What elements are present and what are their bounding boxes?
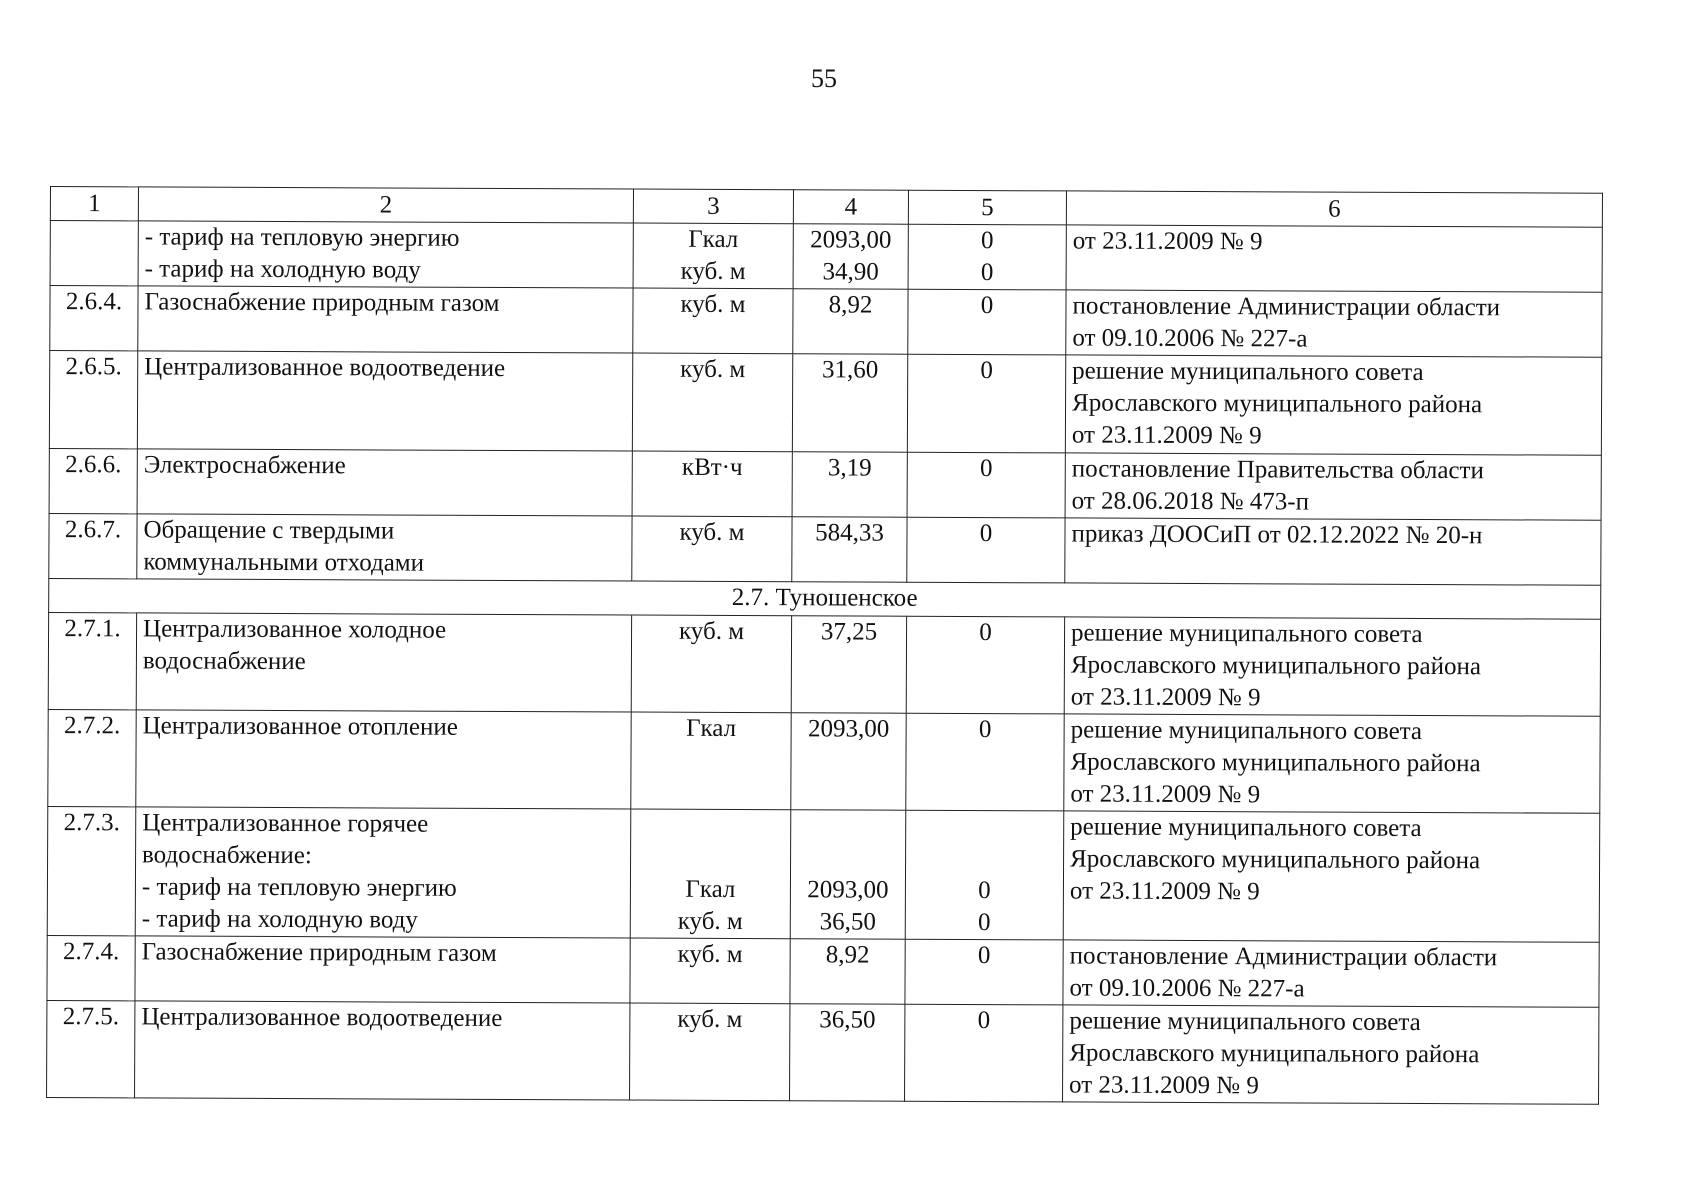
table-row (50, 286, 1602, 358)
service-name-line: водоснабжение (142, 647, 306, 676)
tariff-value-line: 31,60 (822, 356, 879, 384)
table-row (49, 448, 1601, 520)
unit-of-measure-line: Гкал (685, 875, 736, 903)
legal-basis-line: от 23.11.2009 № 9 (1070, 780, 1261, 809)
legal-basis-line: от 09.10.2006 № 227-а (1069, 974, 1305, 1003)
service-name (138, 221, 633, 288)
tariff-value-line: 36,50 (819, 908, 876, 936)
section-title: 2.7. Туношенское (49, 578, 1601, 619)
service-name-line: Газоснабжение природным газом (141, 938, 497, 967)
column-5-value-line: 0 (977, 1007, 991, 1035)
legal-basis (1065, 453, 1601, 520)
tariff-value-line: 2093,00 (810, 226, 892, 254)
column-5-value-line: 0 (980, 259, 994, 287)
service-name (137, 514, 632, 581)
tariff-value (792, 354, 907, 453)
service-name-line: водоснабжение: (142, 841, 312, 870)
tariff-value (793, 224, 908, 290)
unit-of-measure-line: куб. м (680, 257, 746, 286)
service-name-line: Централизованное горячее (142, 809, 429, 838)
legal-basis-line: приказ ДООСиП от 02.12.2022 № 20-н (1071, 520, 1483, 550)
tariff-value (790, 939, 905, 1005)
column-5-value-line: 0 (980, 357, 994, 385)
column-number-4: 4 (793, 190, 908, 225)
page-number: 55 (811, 64, 837, 93)
tariff-value-line: 36,50 (819, 1006, 876, 1034)
service-name-line: Централизованное водоотведение (144, 353, 506, 382)
legal-basis-line: от 23.11.2009 № 9 (1069, 1071, 1259, 1100)
service-name (135, 807, 631, 938)
legal-basis-line: от 23.11.2009 № 9 (1071, 421, 1262, 450)
service-name-line: Централизованное водоотведение (141, 1003, 503, 1032)
service-name (135, 936, 630, 1003)
row-number: 2.6.4. (50, 286, 138, 351)
table-row (47, 935, 1599, 1007)
column-5-value (907, 354, 1065, 453)
service-name-line: Обращение с твердыми (143, 516, 395, 545)
tariff-value (792, 517, 907, 583)
tariff-value (791, 713, 906, 811)
service-name (138, 286, 633, 353)
unit-of-measure-line: кВт·ч (681, 453, 743, 482)
service-name-line: Централизованное холодное (143, 615, 447, 644)
service-name-line: Газоснабжение природным газом (144, 288, 500, 317)
legal-basis-line: постановление Правительства области (1071, 455, 1484, 485)
tariff-value-line: 8,92 (825, 941, 870, 969)
tariff-value-line: 34,90 (822, 258, 879, 286)
row-number: 2.6.5. (49, 351, 137, 449)
legal-basis-line: Ярославского муниципального района (1070, 845, 1481, 875)
legal-basis (1063, 940, 1599, 1007)
legal-basis-line: постановление Администрации области (1072, 292, 1501, 322)
column-5-value (905, 939, 1063, 1005)
table-row (49, 513, 1601, 585)
column-5-value-line: 0 (978, 877, 991, 905)
legal-basis (1063, 1005, 1599, 1104)
legal-basis-line: от 23.11.2009 № 9 (1072, 227, 1263, 256)
tariff-value (790, 1004, 905, 1102)
legal-basis (1065, 518, 1601, 585)
legal-basis-line: Ярославского муниципального района (1070, 748, 1481, 778)
legal-basis-line: Ярославского муниципального района (1069, 1039, 1480, 1069)
column-5-value (905, 1004, 1063, 1102)
row-number: 2.7.5. (47, 1000, 135, 1097)
legal-basis-line: от 09.10.2006 № 227-а (1072, 324, 1308, 353)
table-row (49, 351, 1601, 456)
table-row (47, 1000, 1599, 1104)
tariff-table-body (47, 187, 1603, 1105)
service-name (135, 1001, 630, 1100)
column-5-value-line: 0 (977, 942, 991, 970)
legal-basis (1064, 714, 1600, 813)
tariff-value-line: 2093,00 (807, 715, 890, 743)
unit-of-measure (632, 451, 792, 517)
column-5-value (908, 224, 1066, 290)
tariff-value-line: 584,33 (815, 519, 884, 547)
service-name-line: Централизованное отопление (142, 712, 458, 741)
table-row (50, 221, 1602, 293)
service-name (136, 613, 631, 712)
tariff-value-line: 8,92 (828, 291, 873, 319)
legal-basis (1066, 290, 1602, 357)
column-5-value-line: 0 (980, 292, 994, 320)
table-row (48, 709, 1600, 813)
service-name-line: коммунальными отходами (143, 548, 425, 577)
column-5-value (905, 810, 1064, 940)
unit-of-measure-line: Гкал (686, 714, 737, 742)
unit-of-measure-line: куб. м (678, 617, 745, 646)
legal-basis-line: решение муниципального совета (1070, 716, 1423, 745)
unit-of-measure (632, 353, 792, 452)
tariff-value (792, 452, 907, 518)
unit-of-measure (630, 1003, 790, 1101)
row-number: 2.6.6. (49, 448, 137, 513)
unit-of-measure (631, 712, 791, 810)
legal-basis-line: решение муниципального совета (1071, 619, 1423, 648)
table-row (48, 612, 1600, 716)
legal-basis-line: от 23.11.2009 № 9 (1069, 877, 1260, 906)
column-5-value (908, 289, 1066, 355)
column-5-value-line: 0 (977, 909, 991, 937)
unit-of-measure-line: куб. м (677, 1005, 743, 1034)
unit-of-measure (633, 223, 793, 289)
legal-basis-line: постановление Администрации области (1069, 942, 1498, 972)
column-number-5: 5 (908, 190, 1066, 225)
column-5-value (907, 517, 1065, 583)
unit-of-measure (630, 809, 791, 939)
service-name-line: - тариф на холодную воду (144, 255, 421, 284)
unit-of-measure (633, 288, 793, 354)
service-name (136, 710, 631, 809)
legal-basis-line: решение муниципального совета (1072, 357, 1424, 386)
service-name-line: - тариф на холодную воду (141, 905, 418, 934)
column-5-value-line: 0 (978, 716, 992, 744)
unit-of-measure-line: Гкал (688, 225, 739, 254)
service-name (137, 351, 632, 451)
unit-of-measure-line: куб. м (677, 907, 743, 936)
row-number: 2.7.4. (47, 935, 135, 1000)
row-number (50, 221, 138, 286)
column-5-value (906, 616, 1064, 714)
unit-of-measure-line: куб. м (680, 290, 746, 319)
service-name-line: - тариф на тепловую энергию (141, 873, 457, 902)
column-5-value-line: 0 (980, 227, 994, 255)
unit-of-measure-line: куб. м (679, 518, 745, 547)
unit-of-measure (631, 615, 791, 713)
legal-basis-line: от 28.06.2018 № 473-п (1071, 487, 1310, 516)
table-row (47, 806, 1600, 942)
service-name (137, 449, 632, 516)
legal-basis-line: решение муниципального совета (1069, 1007, 1421, 1036)
tariff-value (790, 810, 906, 940)
legal-basis-line: Ярославского муниципального района (1070, 651, 1482, 681)
column-5-value-line: 0 (979, 455, 993, 483)
column-number-6: 6 (1066, 191, 1602, 227)
legal-basis (1066, 225, 1602, 292)
legal-basis-line: от 23.11.2009 № 9 (1070, 683, 1261, 712)
legal-basis (1063, 811, 1600, 942)
legal-basis (1064, 617, 1600, 716)
service-name-line: - тариф на тепловую энергию (144, 223, 460, 252)
tariff-value (793, 289, 908, 355)
legal-basis-line: Ярославского муниципального района (1072, 389, 1483, 419)
unit-of-measure (632, 516, 792, 582)
tariff-value (791, 616, 906, 714)
service-name-line: Электроснабжение (143, 451, 346, 480)
row-number: 2.6.7. (49, 513, 137, 578)
tariff-table (46, 186, 1603, 1105)
tariff-value-line: 37,25 (820, 618, 878, 646)
column-number-2: 2 (138, 187, 633, 223)
row-number: 2.7.1. (48, 612, 136, 709)
row-number: 2.7.3. (47, 806, 136, 935)
unit-of-measure-line: куб. м (677, 940, 743, 969)
column-5-value-line: 0 (979, 520, 993, 548)
column-5-value (906, 713, 1064, 811)
unit-of-measure-line: куб. м (680, 355, 746, 384)
row-number: 2.7.2. (48, 709, 136, 806)
tariff-value-line: 2093,00 (807, 876, 889, 904)
unit-of-measure (630, 938, 790, 1004)
legal-basis-line: решение муниципального совета (1070, 813, 1422, 842)
column-5-value (907, 452, 1065, 518)
column-number-1: 1 (50, 187, 138, 221)
column-5-value-line: 0 (979, 619, 992, 647)
tariff-value-line: 3,19 (827, 454, 872, 482)
legal-basis (1065, 355, 1601, 455)
column-number-3: 3 (633, 189, 793, 224)
